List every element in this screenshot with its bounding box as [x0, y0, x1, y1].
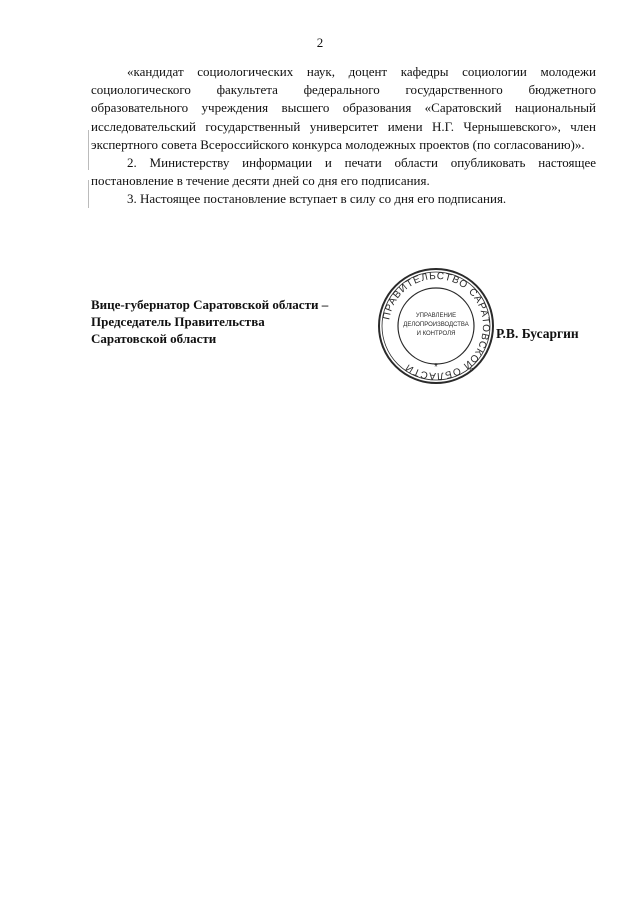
signatory-position-line: Саратовской области — [91, 331, 217, 346]
signatory-position-line: Вице-губернатор Саратовской области – — [91, 297, 329, 312]
seal-outer-text: ПРАВИТЕЛЬСТВО САРАТОВСКОЙ ОБЛАСТИ — [381, 270, 492, 382]
paragraph-3: 3. Настоящее постановление вступает в силу со дня его подписания. — [127, 191, 507, 207]
signatory-position-line: Председатель Правительства — [91, 314, 265, 329]
seal-inner-line: И КОНТРОЛЯ — [416, 331, 456, 337]
paragraph-2: 2. Министерству информации и печати области опубликовать настоящее постановление в течение десяти дней со дня его подписания. — [91, 155, 596, 189]
document-body — [91, 63, 596, 209]
seal-inner-line: УПРАВЛЕНИЕ — [415, 313, 457, 319]
page-number: 2 — [316, 35, 324, 50]
signatory-name: Р.В. Бусаргин — [496, 326, 579, 341]
seal-star: * — [434, 362, 438, 373]
signatory-position — [91, 296, 328, 347]
official-seal — [376, 266, 496, 386]
paragraph-1: «кандидат социологических наук, доцент кафедры социологии молодежи социологического факультета федерального государственного бюджетного образовательного учреждения высшего образования «Саратовский национальный исследовательский государственный университет имени Н.Г. Чернышевского», член экспертного совета Всероссийского конкурса молодежных проектов (по согласованию)». — [91, 64, 596, 152]
seal-inner-line: ДЕЛОПРОИЗВОДСТВА — [403, 322, 469, 328]
margin-mark — [88, 180, 89, 208]
margin-mark — [88, 130, 89, 170]
